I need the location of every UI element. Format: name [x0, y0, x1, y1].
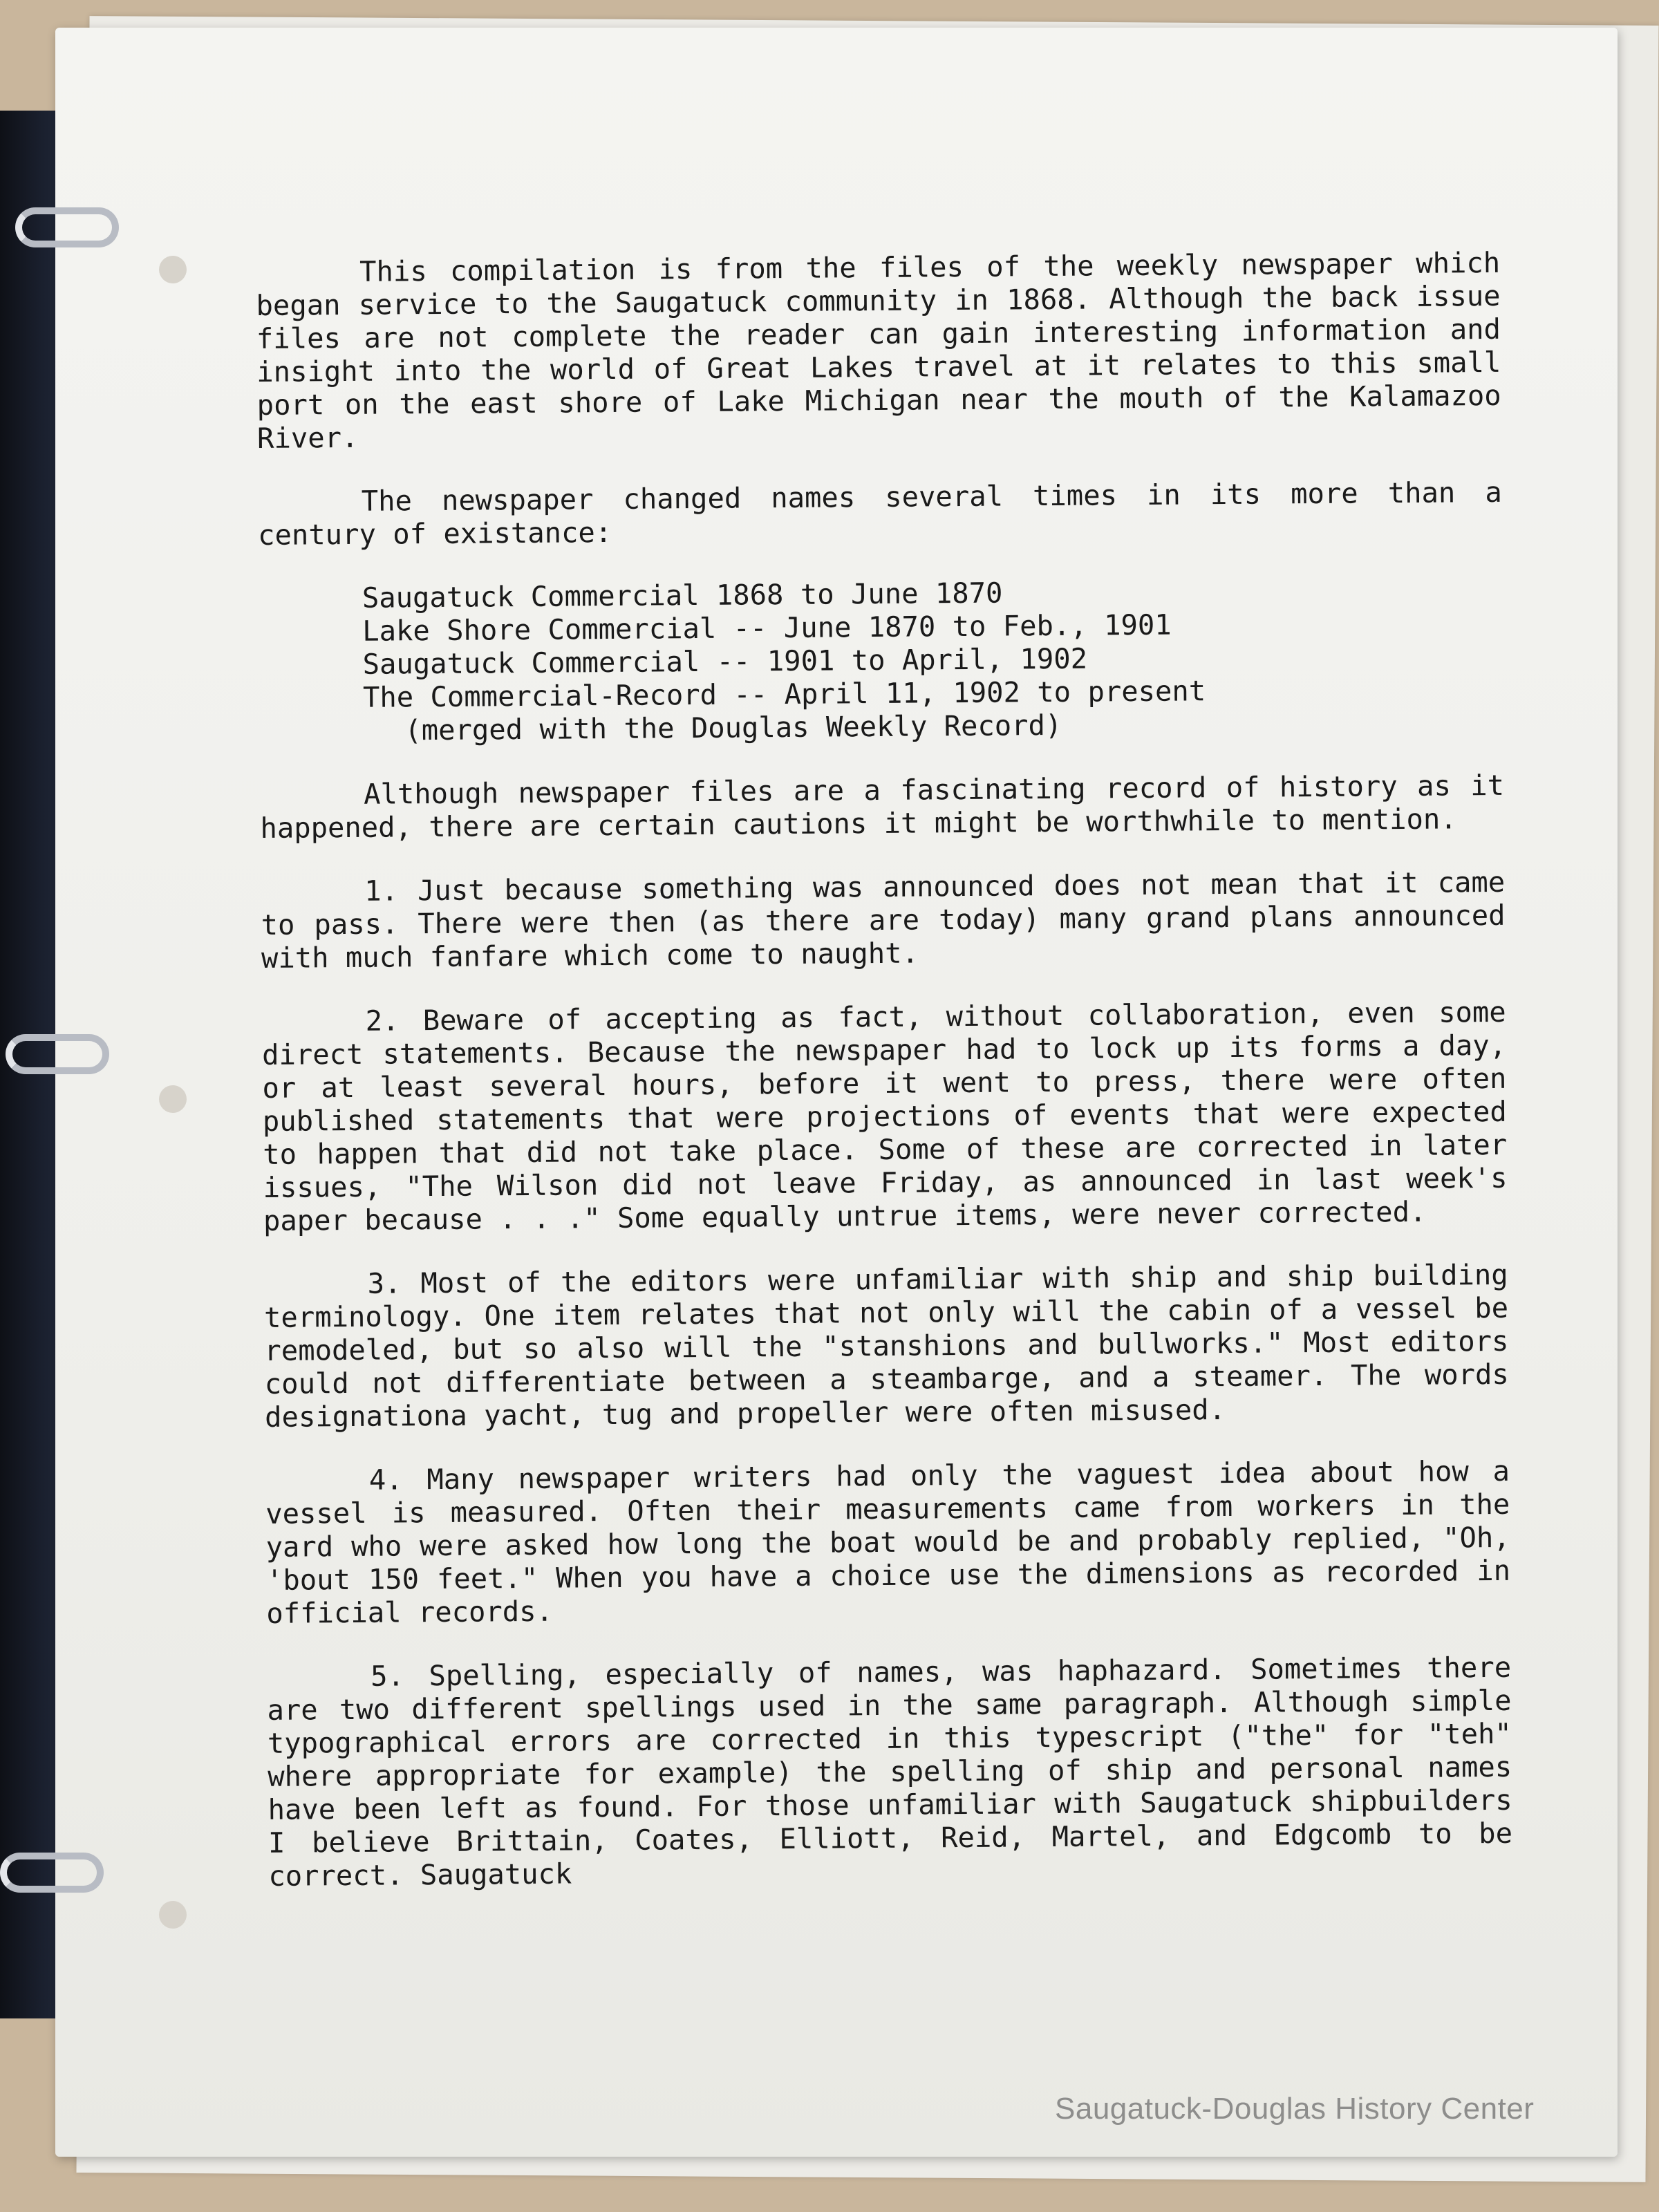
cautions-intro-paragraph: Although newspaper files are a fascinating record of history as it happened, there are certain cautions it might be worthwhile to mention.	[260, 768, 1505, 845]
typescript-body	[256, 246, 1513, 1923]
binder-ring	[0, 1853, 104, 1893]
newspaper-name-item: Saugatuck Commercial 1868 to June 1870	[362, 576, 1003, 615]
caution-item: 1. Just because something was announced does not mean that it came to pass. There were then (as there are today) many grand plans announced with much fanfare which come to naught.	[261, 865, 1506, 975]
caution-item: 2. Beware of accepting as fact, without collaboration, even some direct statements. Because the newspaper had to lock up its forms a day, or at least several hours, before it went to press, there were often published statements that were projections of events that were expected to happen that did not take place. Some of these are corrected in later issues, "The Wilson did not leave Friday, as announced in last week's paper because . . ." Some equally untrue items, were never corrected.	[261, 995, 1508, 1237]
newspaper-name-item: Saugatuck Commercial -- 1901 to April, 1902	[362, 641, 1088, 681]
document-page	[55, 28, 1618, 2157]
intro-paragraph: This compilation is from the files of the weekly newspaper which began service to the Saugatuck community in 1868. Although the back issue files are not complete the reader can gain interesting information and insight into the world of Great Lakes travel at it relates to this small port on the east shore of Lake Michigan near the mouth of the Kalamazoo River.	[256, 245, 1501, 455]
punch-hole	[159, 1085, 187, 1113]
newspaper-name-item: Lake Shore Commercial -- June 1870 to Feb., 1901	[362, 608, 1172, 648]
caution-item: 3. Most of the editors were unfamiliar with ship and ship building terminology. One item relates that not only will the cabin of a vessel be remodeled, but so also will the "stanshions and bullworks." Most editors could not differentiate between a steambarge, and a steamer. The words designationa yacht, tug and propeller were often misused.	[263, 1257, 1509, 1434]
caution-item: 4. Many newspaper writers had only the vaguest idea about how a vessel is measured. Often their measurements came from workers in the yard who were asked how long the boat would be and probably replied, "Oh, 'bout 150 feet." When you have a choice use the dimensions as recorded in official records.	[265, 1454, 1511, 1630]
punch-hole	[159, 256, 187, 283]
punch-hole	[159, 1901, 187, 1929]
newspaper-merge-note: (merged with the Douglas Weekly Record)	[404, 708, 1062, 747]
caution-item: 5. Spelling, especially of names, was haphazard. Sometimes there are two different spellings used in the same paragraph. Although simple typographical errors are corrected in this typescript ("the" for "teh" where appropriate for example) the spelling of ship and personal names have been left as found. For those unfamiliar with Saugatuck shipbuilders I believe Brittain, Coates, Elliott, Reid, Martel, and Edgcomb to be correct. Saugatuck	[267, 1650, 1513, 1893]
newspaper-name-item: The Commercial-Record -- April 11, 1902 to present	[362, 674, 1206, 714]
watermark: Saugatuck-Douglas History Center	[1055, 2092, 1535, 2126]
binder-ring	[6, 1034, 109, 1074]
binder-ring	[15, 207, 119, 247]
newspaper-names-list	[362, 572, 1504, 747]
names-intro-paragraph: The newspaper changed names several times in its more than a century of existance:	[257, 475, 1502, 552]
